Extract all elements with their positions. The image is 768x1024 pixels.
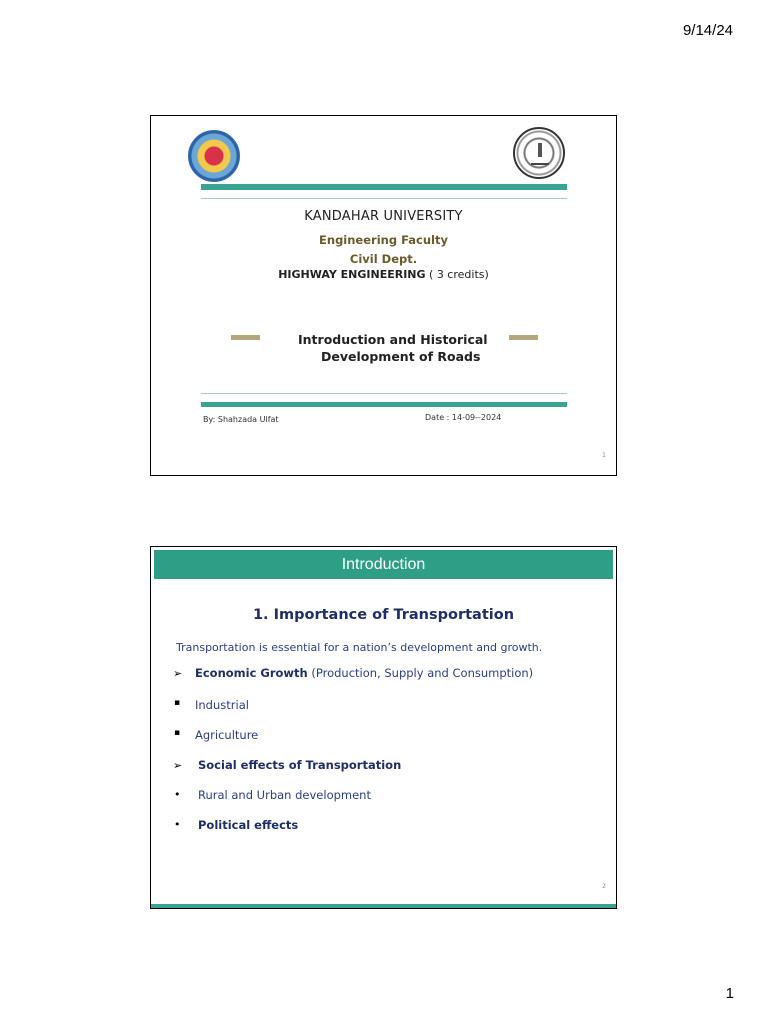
slide-number: 1 bbox=[602, 452, 606, 459]
university-seal-logo-right bbox=[513, 127, 565, 179]
course-title bbox=[151, 268, 616, 281]
course-credits: ( 3 credits) bbox=[425, 268, 489, 281]
topic-title-line-1: Introduction and Historical bbox=[298, 332, 488, 347]
arrow-bullet-icon: ➢ bbox=[173, 667, 183, 680]
list-item-bold: Economic Growth bbox=[195, 666, 308, 680]
list-item-text: (Production, Supply and Consumption) bbox=[307, 666, 534, 680]
page-date: 9/14/24 bbox=[682, 22, 733, 39]
top-divider-line bbox=[201, 198, 567, 199]
slide-number: 2 bbox=[602, 883, 606, 890]
course-name: HIGHWAY ENGINEERING bbox=[278, 268, 426, 281]
list-item bbox=[195, 666, 533, 680]
university-logo-left bbox=[188, 130, 240, 182]
list-item bbox=[198, 788, 371, 802]
author-name: By: Shahzada Ulfat bbox=[203, 415, 279, 424]
list-item bbox=[198, 818, 298, 832]
intro-text: Transportation is essential for a nation’s development and growth. bbox=[176, 641, 543, 654]
list-item-bold: Social effects of Transportation bbox=[198, 758, 402, 772]
section-heading: 1. Importance of Transportation bbox=[252, 607, 515, 623]
dot-bullet-icon: • bbox=[174, 788, 181, 801]
faculty-name: Engineering Faculty bbox=[319, 233, 448, 247]
university-name: KANDAHAR UNIVERSITY bbox=[304, 209, 463, 224]
slide-2 bbox=[150, 546, 617, 909]
arrow-bullet-icon: ➢ bbox=[173, 759, 183, 772]
left-accent-bar bbox=[231, 335, 260, 340]
right-accent-bar bbox=[509, 335, 538, 340]
list-item-bold: Political effects bbox=[198, 818, 299, 832]
list-item bbox=[195, 698, 249, 712]
bottom-divider-line bbox=[201, 393, 567, 394]
bottom-teal-bar bbox=[201, 402, 567, 407]
topic-title-line-2: Development of Roads bbox=[321, 349, 481, 364]
top-teal-bar bbox=[201, 184, 567, 190]
square-bullet-icon: ▪ bbox=[174, 728, 181, 738]
lecture-date: Date : 14-09--2024 bbox=[425, 413, 502, 422]
list-item bbox=[195, 728, 258, 742]
square-bullet-icon: ▪ bbox=[174, 698, 181, 708]
list-item-text: Agriculture bbox=[195, 728, 259, 742]
slide-1 bbox=[150, 115, 617, 476]
dot-bullet-icon: • bbox=[174, 818, 181, 831]
slide-header: Introduction bbox=[154, 550, 613, 579]
list-item-text: Industrial bbox=[195, 698, 249, 712]
bottom-teal-bar bbox=[151, 904, 616, 908]
list-item-text: Rural and Urban development bbox=[198, 788, 371, 802]
department-name: Civil Dept. bbox=[349, 252, 418, 266]
page-number: 1 bbox=[725, 985, 734, 1002]
list-item bbox=[198, 758, 401, 772]
